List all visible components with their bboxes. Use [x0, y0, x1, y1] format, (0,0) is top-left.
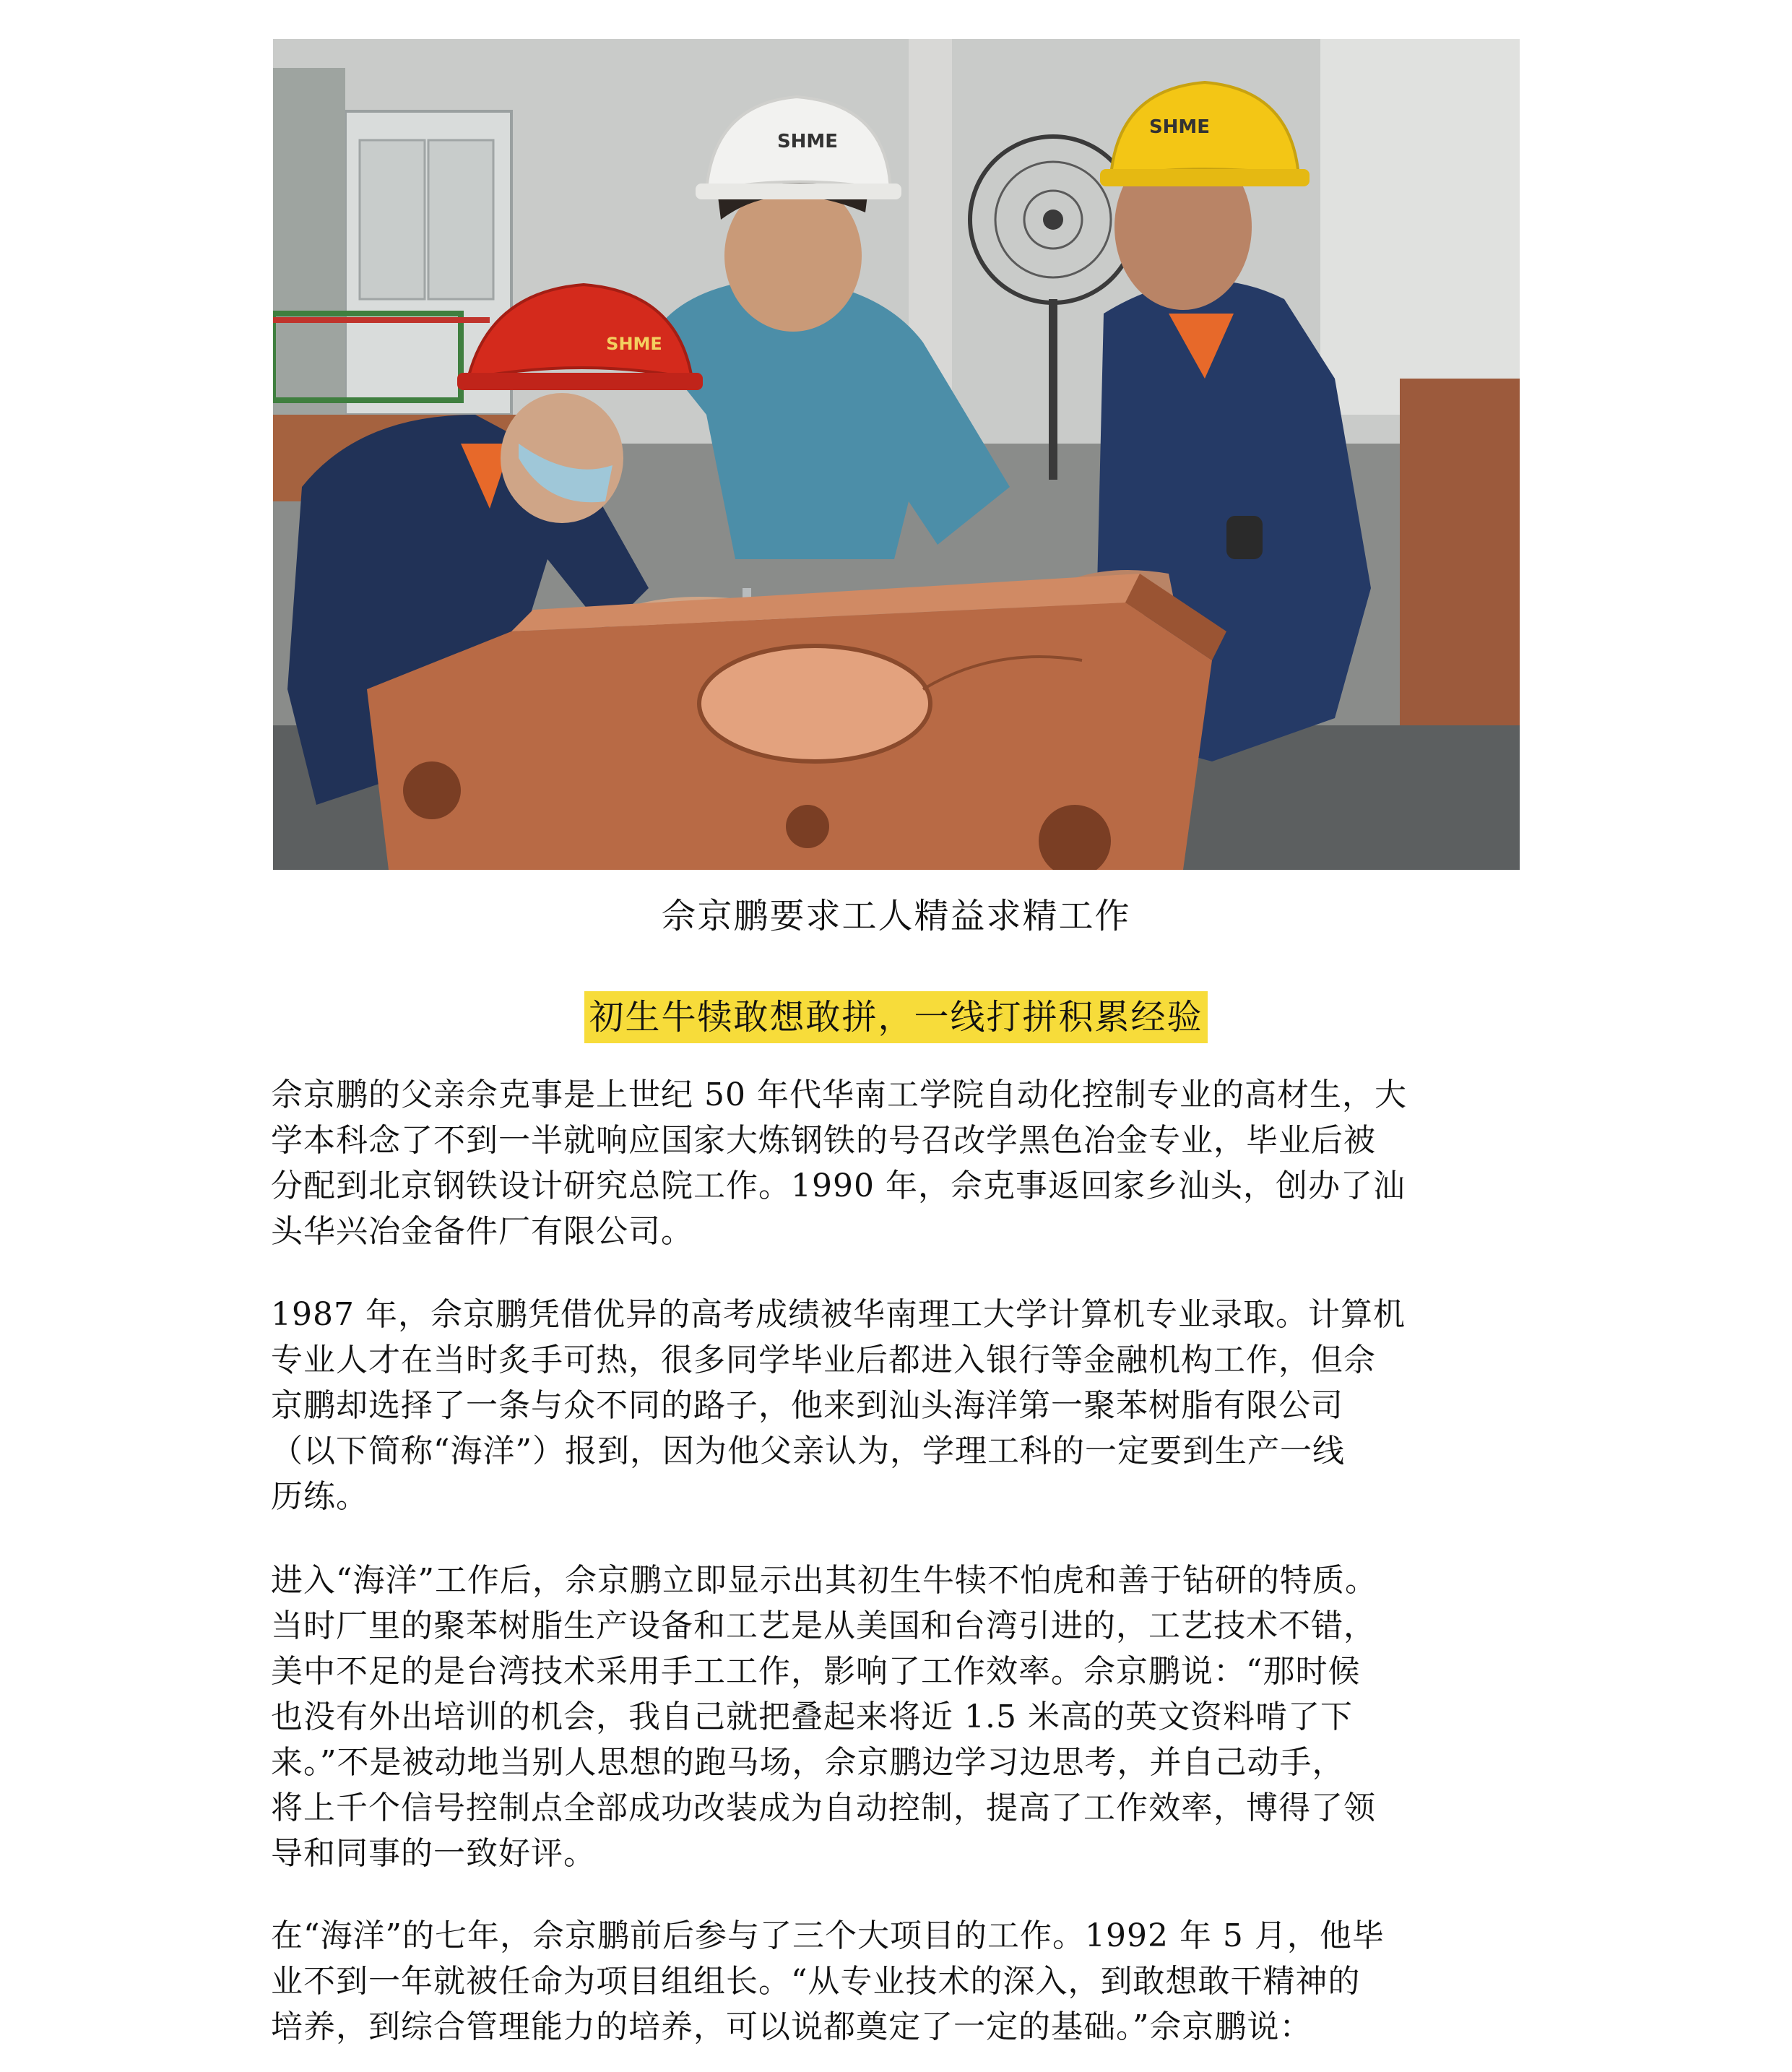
paragraph-line: 历练。 [271, 1478, 368, 1515]
section-heading-wrapper [0, 991, 1792, 1043]
paragraph-line: 京鹏却选择了一条与众不同的路子，他来到汕头海洋第一聚苯树脂有限公司 [271, 1387, 1343, 1424]
paragraph-line: 培养，到综合管理能力的培养，可以说都奠定了一定的基础。”佘京鹏说： [271, 2008, 1312, 2045]
paragraph-line: （以下简称“海洋”）报到，因为他父亲认为，学理工科的一定要到生产一线 [271, 1433, 1345, 1469]
paragraph-line: 学本科念了不到一半就响应国家大炼钢铁的号召改学黑色冶金专业，毕业后被 [271, 1122, 1376, 1159]
paragraph-line: 佘京鹏的父亲佘克事是上世纪 50 年代华南工学院自动化控制专业的高材生，大 [271, 1076, 1407, 1113]
paragraph-line: 1987 年，佘京鹏凭借优异的高考成绩被华南理工大学计算机专业录取。计算机 [271, 1296, 1406, 1333]
paragraph-line: 当时厂里的聚苯树脂生产设备和工艺是从美国和台湾引进的，工艺技术不错， [271, 1607, 1376, 1644]
article-photo [273, 39, 1520, 870]
paragraph-line: 美中不足的是台湾技术采用手工工作，影响了工作效率。佘京鹏说：“那时候 [271, 1653, 1361, 1690]
paragraph-1 [271, 1072, 1542, 1254]
paragraph-4 [271, 1913, 1542, 2050]
paragraph-line: 在“海洋”的七年，佘京鹏前后参与了三个大项目的工作。1992 年 5 月，他毕 [271, 1917, 1385, 1954]
helmet-logo-white: SHME [776, 131, 839, 152]
workshop-scene [273, 39, 1520, 870]
paragraph-2 [271, 1292, 1542, 1519]
paragraph-line: 头华兴冶金备件厂有限公司。 [271, 1213, 693, 1250]
paragraph-line: 专业人才在当时炙手可热，很多同学毕业后都进入银行等金融机构工作，但佘 [271, 1342, 1376, 1378]
paragraph-line: 业不到一年就被任命为项目组组长。“从专业技术的深入，到敢想敢干精神的 [271, 1963, 1361, 2000]
paragraph-line: 进入“海洋”工作后，佘京鹏立即显示出其初生牛犊不怕虎和善于钻研的特质。 [271, 1562, 1377, 1599]
paragraph-line: 分配到北京钢铁设计研究总院工作。1990 年，佘克事返回家乡汕头，创办了汕 [271, 1167, 1406, 1204]
paragraph-line: 将上千个信号控制点全部成功改装成为自动控制，提高了工作效率，博得了领 [271, 1790, 1376, 1826]
paragraph-line: 导和同事的一致好评。 [271, 1835, 596, 1872]
section-heading: 初生牛犊敢想敢拼，一线打拼积累经验 [584, 991, 1207, 1043]
paragraph-line: 也没有外出培训的机会，我自己就把叠起来将近 1.5 米高的英文资料啃了下 [271, 1698, 1353, 1735]
helmet-logo-red: SHME [606, 334, 662, 354]
paragraph-line: 来。”不是被动地当别人思想的跑马场，佘京鹏边学习边思考，并自己动手， [271, 1744, 1345, 1781]
helmet-logo-yellow: SHME [1148, 116, 1211, 138]
photo-caption: 佘京鹏要求工人精益求精工作 [661, 896, 1131, 936]
paragraph-3 [271, 1558, 1542, 1876]
